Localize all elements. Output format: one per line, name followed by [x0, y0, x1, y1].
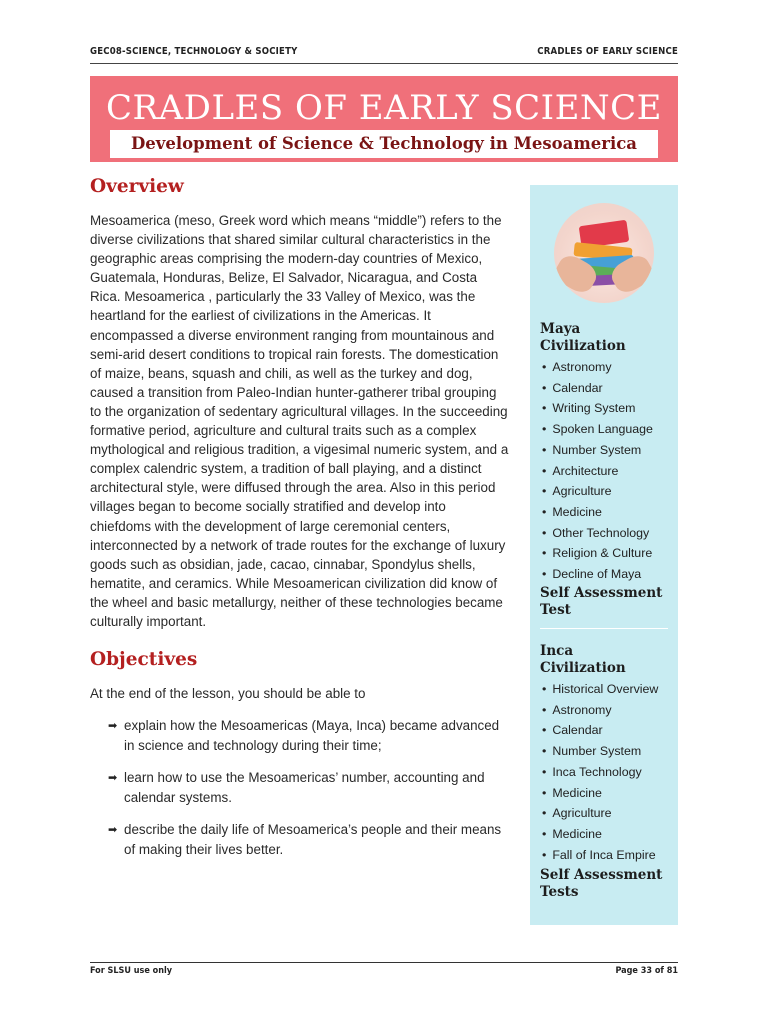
footer-usage-note: For SLSU use only	[90, 966, 173, 976]
sidebar-item[interactable]: • Calendar	[542, 378, 653, 399]
objectives-intro: At the end of the lesson, you should be able to	[90, 686, 366, 702]
header-course-title: GEC08-SCIENCE, TECHNOLOGY & SOCIETY	[90, 46, 298, 57]
sidebar-item[interactable]: • Fall of Inca Empire	[542, 845, 658, 866]
objective-text: explain how the Mesoamericas (Maya, Inca) became advanced in science and technology during their time;	[124, 718, 500, 754]
sidebar-inca-list	[542, 679, 658, 865]
objectives-list	[90, 716, 510, 860]
main-content	[90, 176, 510, 872]
sidebar-item[interactable]: • Astronomy	[542, 357, 653, 378]
sidebar-maya-test[interactable]: Self Assessment Test	[540, 585, 663, 618]
sidebar-toc	[530, 185, 678, 925]
sidebar-inca-title: Inca Civilization	[540, 643, 626, 676]
list-item	[90, 768, 510, 808]
header-chapter-title: CRADLES OF EARLY SCIENCE	[537, 46, 678, 57]
sidebar-item[interactable]: • Medicine	[542, 824, 658, 845]
sidebar-item[interactable]: • Religion & Culture	[542, 543, 653, 564]
sidebar-item[interactable]: • Writing System	[542, 398, 653, 419]
sidebar-inca-test[interactable]: Self Assessment Tests	[540, 867, 663, 900]
sidebar-item[interactable]: • Medicine	[542, 502, 653, 523]
sidebar-divider	[540, 628, 668, 629]
objectives-heading: Objectives	[90, 649, 198, 671]
hands-holding-blocks-image	[554, 203, 654, 303]
sidebar-item[interactable]: • Astronomy	[542, 700, 658, 721]
sidebar-item[interactable]: • Architecture	[542, 461, 653, 482]
sidebar-maya-title: Maya Civilization	[540, 321, 626, 354]
sidebar-item[interactable]: • Agriculture	[542, 803, 658, 824]
list-item	[90, 716, 510, 756]
page-header	[90, 44, 678, 64]
list-item	[90, 820, 510, 860]
sidebar-item[interactable]: • Agriculture	[542, 481, 653, 502]
sidebar-item[interactable]: • Calendar	[542, 720, 658, 741]
arrow-bullet-icon: ➡	[108, 720, 118, 733]
sidebar-item[interactable]: • Medicine	[542, 783, 658, 804]
overview-heading: Overview	[90, 176, 184, 197]
title-banner	[90, 76, 678, 162]
page-footer	[90, 962, 678, 980]
sidebar-item[interactable]: • Number System	[542, 741, 658, 762]
objective-text: describe the daily life of Mesoamerica’s people and their means of making their lives better.	[124, 822, 502, 858]
subtitle-box	[110, 130, 658, 158]
sidebar-item[interactable]: • Other Technology	[542, 523, 653, 544]
sidebar-item[interactable]: • Decline of Maya	[542, 564, 653, 585]
page-title: CRADLES OF EARLY SCIENCE	[106, 88, 662, 128]
arrow-bullet-icon: ➡	[108, 824, 118, 837]
sidebar-maya-list	[542, 357, 653, 585]
sidebar-item[interactable]: • Historical Overview	[542, 679, 658, 700]
arrow-bullet-icon: ➡	[108, 772, 118, 785]
sidebar-item[interactable]: • Inca Technology	[542, 762, 658, 783]
sidebar-item[interactable]: • Number System	[542, 440, 653, 461]
sidebar-item[interactable]: • Spoken Language	[542, 419, 653, 440]
objective-text: learn how to use the Mesoamericas’ number, accounting and calendar systems.	[124, 770, 485, 806]
page-number: Page 33 of 81	[615, 966, 678, 976]
page-subtitle: Development of Science & Technology in Mesoamerica	[130, 134, 637, 153]
overview-paragraph: Mesoamerica (meso, Greek word which means “middle”) refers to the diverse civilizations that shared similar cultural characteristics in the geographic areas comprising the modern-day countries of Mexico, Guatemala, Honduras, Belize, El Salvador, Nicaragua, and Costa Rica. Mesoamerica , particularly the 33 Valley of Mexico, was the heartland for the earliest of civilizations in the Americas. It encompassed a diverse environment ranging from mountainous and semi-arid desert conditions to tropical rain forests. The domestication of maize, beans, squash and chili, as well as the turkey and dog, caused a transition from Paleo-Indian hunter-gatherer tribal grouping to the organization of sedentary agricultural villages. In the succeeding formative period, agriculture and cultural traits such as a complex mythological and religious tradition, a vigesimal numeric system, and a complex calendric system, a tradition of ball playing, and a distinct architectural style, were diffused through the area. Also in this period villages began to become socially stratified and develop into chiefdoms with the development of large ceremonial centers, interconnected by a network of trade routes for the exchange of luxury goods such as obsidian, jade, cacao, cinnabar, Spondylus shells, hematite, and ceramics. While Mesoamerican civilization did know of the wheel and basic metallurgy, neither of these technologies became culturally important.	[90, 213, 509, 629]
